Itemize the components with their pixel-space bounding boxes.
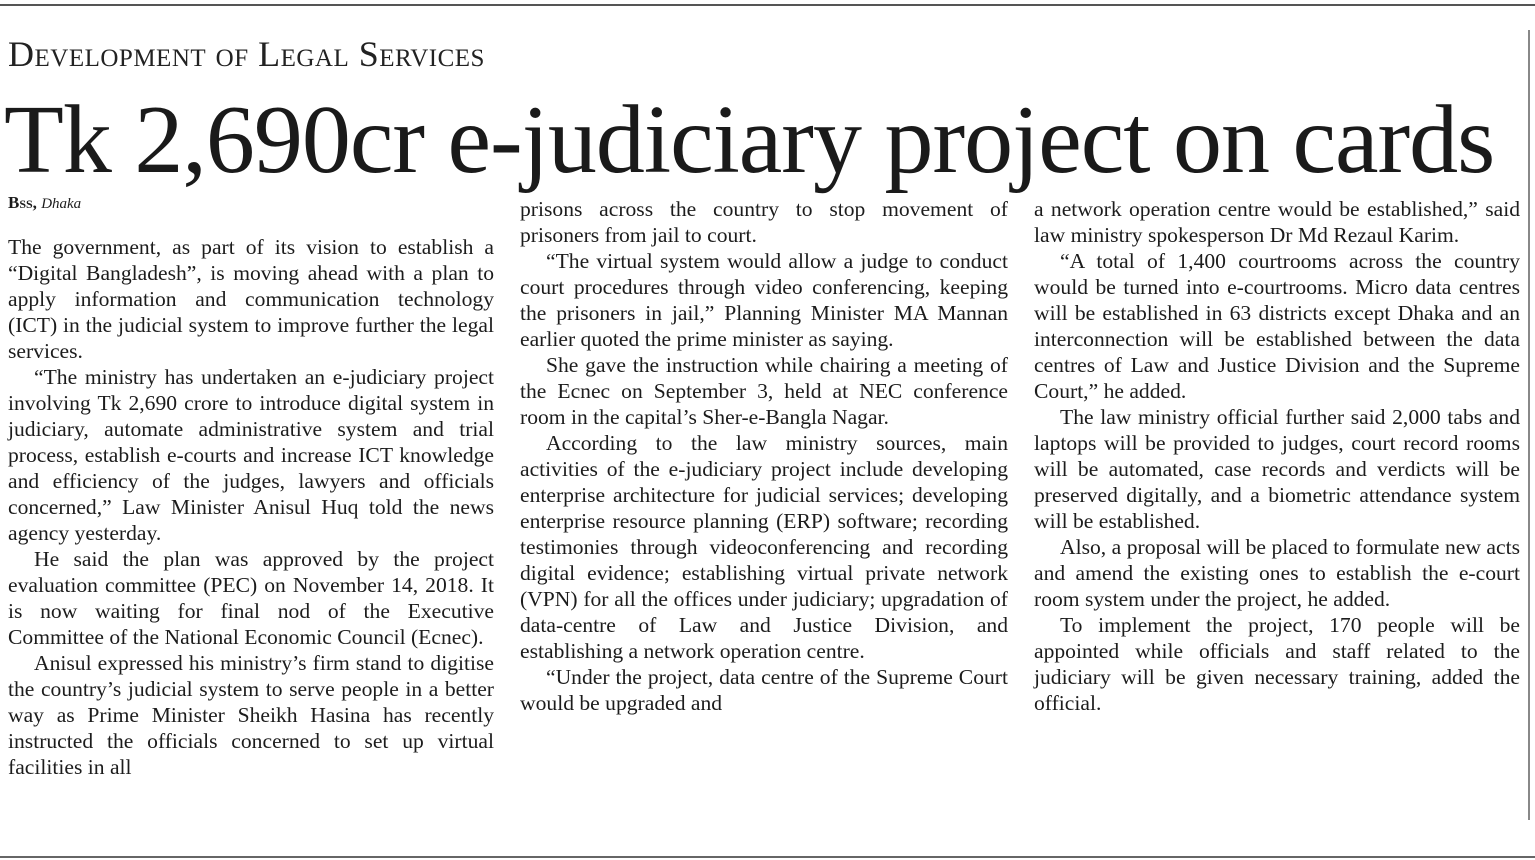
article-column-3 <box>1034 196 1520 716</box>
paragraph: The law ministry official further said 2,000 tabs and laptops will be provided to judges, court record rooms will be automated, case records and verdicts will be preserved digitally, and a biometric attendance system will be established. <box>1034 405 1520 533</box>
paragraph: To implement the project, 170 people will be appointed while officials and staff related to the judiciary will be given necessary training, added the official. <box>1034 613 1520 715</box>
article-headline: Tk 2,690cr e-judiciary project on cards <box>4 86 1495 194</box>
byline <box>8 192 81 215</box>
paragraph: He said the plan was approved by the project evaluation committee (PEC) on November 14, 2018. It is now waiting for final nod of the Executive Committee of the National Economic Council (Ecnec). <box>8 547 494 649</box>
paragraph: She gave the instruction while chairing a meeting of the Ecnec on September 3, held at NEC conference room in the capital’s Sher-e-Bangla Nagar. <box>520 353 1008 429</box>
paragraph: Anisul expressed his ministry’s firm stand to digitise the country’s judicial system to serve people in a better way as Prime Minister Sheikh Hasina has recently instructed the officials concerned to set up virtual facilities in all <box>8 651 494 779</box>
right-rule <box>1528 30 1530 820</box>
paragraph: According to the law ministry sources, main activities of the e-judiciary project include developing enterprise architecture for judicial services; developing enterprise resource planning (ERP) software; recording testimonies through videoconferencing and recording digital evidence; establishing virtual private network (VPN) for all the offices under judiciary; upgradation of data-centre of Law and Justice Division, and establishing a network operation centre. <box>520 431 1008 663</box>
top-rule <box>0 4 1535 6</box>
paragraph: prisons across the country to stop movement of prisoners from jail to court. <box>520 197 1008 247</box>
bottom-rule <box>0 856 1535 858</box>
byline-dateline: Dhaka <box>41 196 82 212</box>
byline-agency: Bss, <box>8 193 37 212</box>
paragraph: “Under the project, data centre of the Supreme Court would be upgraded and <box>520 665 1008 715</box>
paragraph: “A total of 1,400 courtrooms across the country would be turned into e-courtrooms. Micro data centres will be established in 63 districts except Dhaka and an interconnection will be established between the data centres of Law and Justice Division and the Supreme Court,” he added. <box>1034 249 1520 403</box>
paragraph: “The ministry has undertaken an e-judiciary project involving Tk 2,690 crore to introduce digital system in judiciary, automate administrative system and trial process, establish e-courts and increase ICT knowledge and efficiency of the judges, lawyers and officials concerned,” Law Minister Anisul Huq told the news agency yesterday. <box>8 365 494 545</box>
article-column-2 <box>520 196 1008 716</box>
paragraph: a network operation centre would be established,” said law ministry spokesperson Dr Md Rezaul Karim. <box>1034 197 1520 247</box>
article-column-1 <box>8 234 494 780</box>
paragraph: The government, as part of its vision to establish a “Digital Bangladesh”, is moving ahead with a plan to apply information and communication technology (ICT) in the judicial system to improve further the legal services. <box>8 235 494 363</box>
paragraph: Also, a proposal will be placed to formulate new acts and amend the existing ones to establish the e-court room system under the project, he added. <box>1034 535 1520 611</box>
paragraph: “The virtual system would allow a judge to conduct court procedures through video conferencing, keeping the prisoners in jail,” Planning Minister MA Mannan earlier quoted the prime minister as saying. <box>520 249 1008 351</box>
section-kicker: Development of Legal Services <box>8 34 485 74</box>
